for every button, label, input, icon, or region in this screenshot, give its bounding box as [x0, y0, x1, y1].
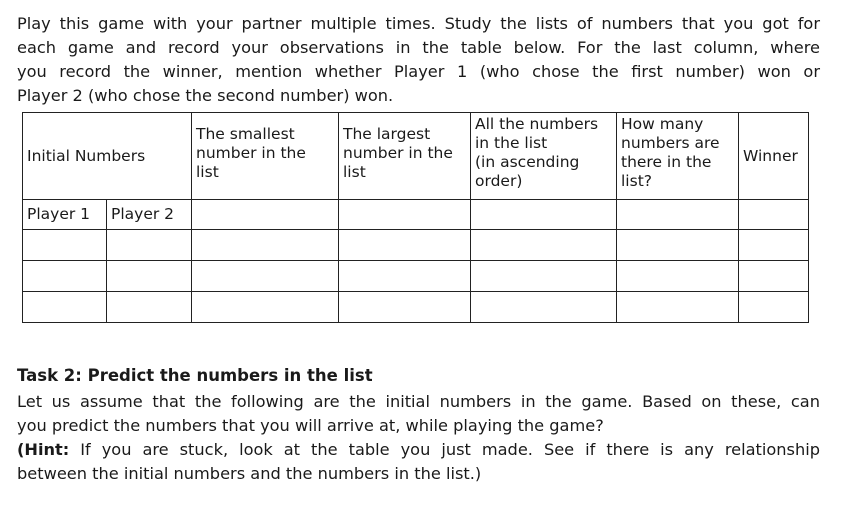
hint-line	[17, 438, 820, 462]
header-how-many	[617, 113, 739, 200]
table-cell[interactable]	[471, 261, 617, 292]
header-text: list?	[621, 172, 652, 190]
header-text: list	[196, 163, 219, 181]
task-line: you predict the numbers that you will arrive at, while playing the game?	[17, 416, 604, 435]
header-text: All the numbers	[475, 115, 599, 133]
subheader-player-2: Player 2	[107, 200, 192, 230]
table-cell[interactable]	[339, 230, 471, 261]
table-cell[interactable]	[192, 261, 339, 292]
header-text: The smallest	[196, 125, 295, 143]
table-row	[23, 230, 809, 261]
table-subheader-row	[23, 200, 809, 230]
instructions-line: you record the winner, mention whether Player 1 (who chose the first number) won or	[17, 62, 820, 81]
table-cell[interactable]	[617, 230, 739, 261]
instructions-paragraph	[17, 12, 820, 108]
hint-text: If you are stuck, look at the table you just made. See if there is any relationship	[69, 440, 820, 459]
table-cell[interactable]	[23, 292, 107, 323]
table-cell[interactable]	[339, 200, 471, 230]
header-text: (in ascending	[475, 153, 580, 171]
header-text: order)	[475, 172, 523, 190]
table-cell[interactable]	[339, 261, 471, 292]
table-cell[interactable]	[107, 292, 192, 323]
table-cell[interactable]	[192, 292, 339, 323]
header-text: there in the	[621, 153, 712, 171]
task-heading: Task 2: Predict the numbers in the list	[17, 366, 373, 385]
table-cell[interactable]	[471, 200, 617, 230]
table-cell[interactable]	[739, 200, 809, 230]
table-header-row	[23, 113, 809, 200]
observations-table	[22, 112, 809, 323]
header-text: list	[343, 163, 366, 181]
header-text: numbers are	[621, 134, 720, 152]
table-cell[interactable]	[739, 292, 809, 323]
instructions-line: each game and record your observations in the table below. For the last column, where	[17, 38, 820, 57]
header-largest-number	[339, 113, 471, 200]
task-line: Let us assume that the following are the initial numbers in the game. Based on these, can	[17, 392, 820, 411]
header-all-numbers	[471, 113, 617, 200]
table-row	[23, 261, 809, 292]
table-cell[interactable]	[107, 261, 192, 292]
header-winner: Winner	[739, 113, 809, 200]
table-row	[23, 292, 809, 323]
header-text: number in the	[343, 144, 453, 162]
instructions-line: Play this game with your partner multiple times. Study the lists of numbers that you got for	[17, 14, 820, 33]
table-cell[interactable]	[617, 292, 739, 323]
table-cell[interactable]	[107, 230, 192, 261]
table-cell[interactable]	[339, 292, 471, 323]
table-cell[interactable]	[192, 200, 339, 230]
hint-line: between the initial numbers and the numbers in the list.)	[17, 464, 482, 483]
header-text: number in the	[196, 144, 306, 162]
hint-label: (Hint:	[17, 440, 70, 459]
table-cell[interactable]	[739, 230, 809, 261]
table-cell[interactable]	[739, 261, 809, 292]
header-text: How many	[621, 115, 704, 133]
table-cell[interactable]	[23, 230, 107, 261]
table-cell[interactable]	[23, 261, 107, 292]
instructions-line: Player 2 (who chose the second number) won.	[17, 86, 394, 105]
table-cell[interactable]	[192, 230, 339, 261]
header-text: in the list	[475, 134, 548, 152]
subheader-player-1: Player 1	[23, 200, 107, 230]
table-cell[interactable]	[617, 200, 739, 230]
header-smallest-number	[192, 113, 339, 200]
header-initial-numbers: Initial Numbers	[23, 113, 192, 200]
task-paragraph	[17, 390, 820, 486]
table-cell[interactable]	[471, 292, 617, 323]
header-text: The largest	[343, 125, 431, 143]
table-cell[interactable]	[617, 261, 739, 292]
table-cell[interactable]	[471, 230, 617, 261]
